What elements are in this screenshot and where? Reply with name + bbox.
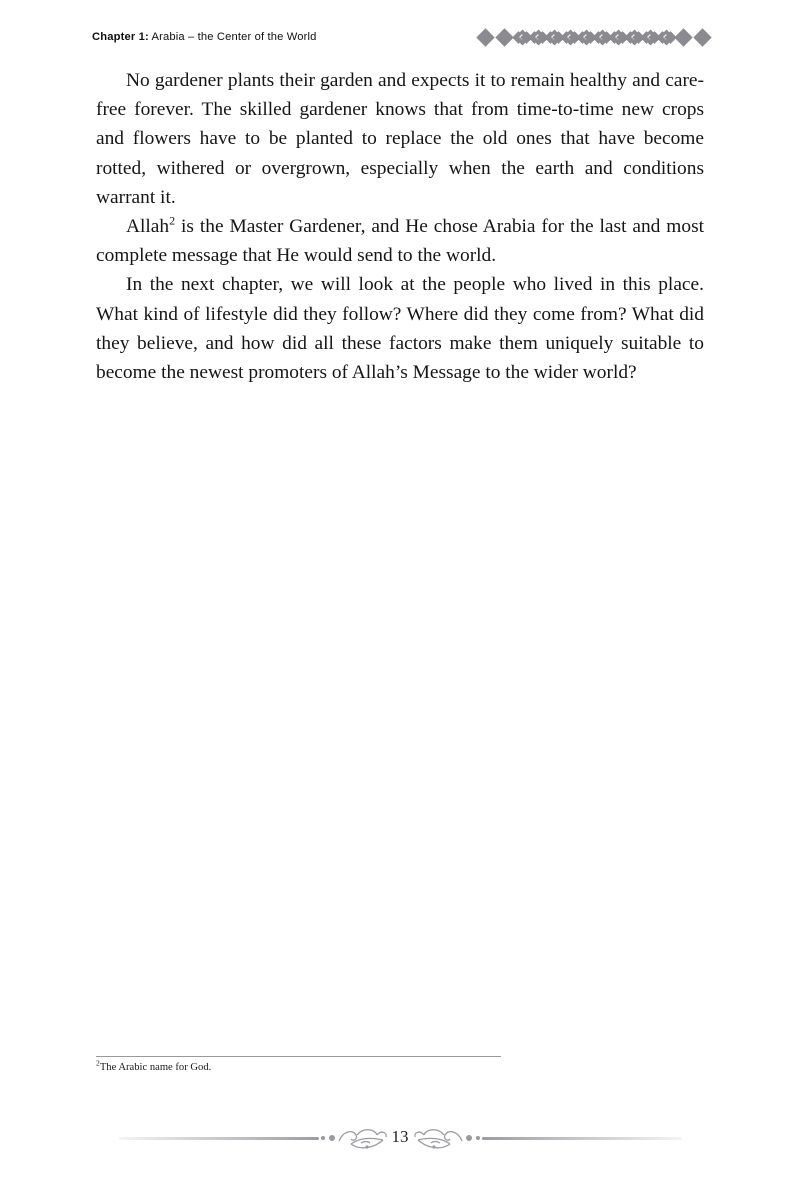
running-head: [92, 26, 712, 48]
footer-dot-icon: [476, 1136, 480, 1140]
footer-rule-right: [482, 1137, 682, 1140]
footnote-entry: [96, 1058, 704, 1075]
knot-ornament-icon: [658, 30, 675, 45]
paragraph: In the next chapter, we will look at the people who lived in this place. What kind of lifestyle did they follow? Where did they come from? What did they believe, and how did all these factors make them uniquely suitable to become the newest promoters of Allah’s Message to the wider world?: [96, 274, 704, 384]
scroll-flourish-right-icon: [412, 1123, 464, 1153]
paragraph: [96, 212, 704, 270]
scroll-flourish-left-icon: [337, 1123, 389, 1153]
footnote-entry-marker: 2: [96, 1058, 100, 1068]
body-text: [96, 66, 704, 387]
footer-dot-icon: [329, 1135, 335, 1141]
footer-rule-left: [119, 1137, 319, 1140]
paragraph-lead: Allah: [126, 216, 170, 238]
footnote-entry-text: The Arabic name for God.: [99, 1062, 212, 1073]
running-head-chapter-label: Chapter 1:: [92, 31, 149, 43]
folio-ornament-group: [119, 1123, 682, 1153]
running-head-chapter-title: Arabia – the Center of the World: [151, 31, 317, 43]
footnote-area: [96, 1056, 704, 1075]
page-footer: [0, 1114, 800, 1162]
paragraph: No gardener plants their garden and expects it to remain healthy and care-free forever. The skilled gardener knows that from time-to-time new crops and flowers have to be planted to replace the old ones that have become rotted, withered or overgrown, especially when the earth and conditions warrant it.: [96, 70, 704, 208]
footnote-separator-rule: [96, 1056, 501, 1057]
page-number: 13: [391, 1127, 409, 1146]
diamond-band-ornament: [476, 28, 712, 46]
paragraph-rest: is the Master Gardener, and He chose Arabia for the last and most complete message that He would send to the world.: [96, 216, 704, 267]
footer-dot-icon: [321, 1136, 325, 1140]
diamond-icon: [693, 28, 711, 46]
footnote-marker: 2: [169, 213, 176, 228]
diamond-icon: [674, 28, 692, 46]
footer-dot-icon: [466, 1135, 472, 1141]
running-head-text: [92, 31, 317, 43]
diamond-icon: [476, 28, 494, 46]
